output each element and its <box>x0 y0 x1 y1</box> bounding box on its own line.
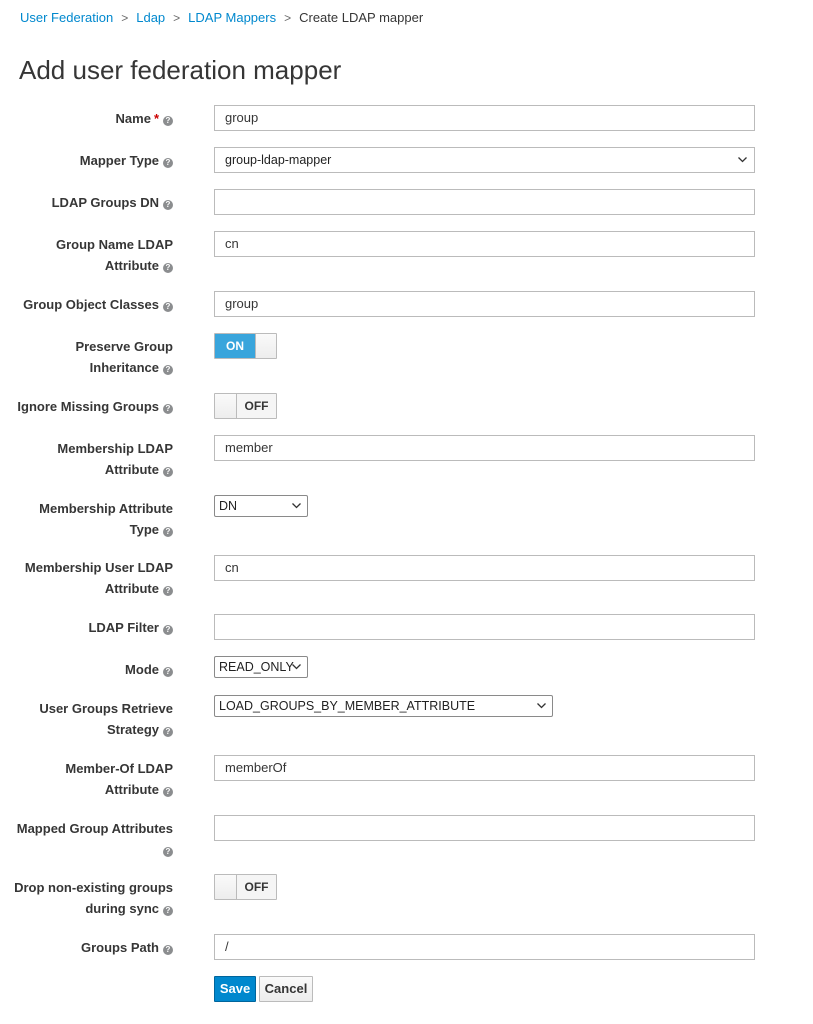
user-groups-retrieve-strategy-label: User Groups Retrieve Strategy ? <box>39 701 173 737</box>
ldap-groups-dn-input[interactable] <box>214 189 755 215</box>
required-mark: * <box>153 111 159 126</box>
ldap-groups-dn-label: LDAP Groups DN ? <box>52 192 173 213</box>
chevron-down-icon <box>291 661 302 672</box>
mapped-group-attributes-input[interactable] <box>214 815 755 841</box>
preserve-group-inheritance-toggle[interactable] <box>214 333 277 359</box>
membership-ldap-attribute-input[interactable]: member <box>214 435 755 461</box>
chevron-down-icon <box>737 154 748 165</box>
mapper-type-label: Mapper Type ? <box>80 150 173 171</box>
ldap-filter-label: LDAP Filter ? <box>88 617 173 638</box>
help-icon[interactable]: ? <box>163 302 173 312</box>
help-icon[interactable]: ? <box>163 116 173 126</box>
help-icon[interactable]: ? <box>163 625 173 635</box>
drop-non-existing-groups-toggle[interactable] <box>214 874 277 900</box>
mode-select[interactable] <box>214 656 308 678</box>
help-icon[interactable]: ? <box>163 263 173 273</box>
page-title: Add user federation mapper <box>19 55 342 85</box>
mapped-group-attributes-label: Mapped Group Attributes ? <box>16 821 173 856</box>
drop-non-existing-groups-label: Drop non-existing groups during sync ? <box>14 880 173 916</box>
breadcrumb-ldap-mappers[interactable]: LDAP Mappers <box>188 10 277 25</box>
ldap-filter-input[interactable] <box>214 614 755 640</box>
breadcrumb-separator-icon: > <box>173 11 181 25</box>
group-object-classes-input[interactable]: group <box>214 291 755 317</box>
toggle-state: OFF <box>237 875 276 899</box>
save-button[interactable]: Save <box>214 976 256 1002</box>
mode-value: READ_ONLY <box>219 660 294 674</box>
help-icon[interactable]: ? <box>163 847 173 857</box>
groups-path-label: Groups Path ? <box>81 937 173 958</box>
mode-label: Mode ? <box>125 659 173 680</box>
membership-attribute-type-value: DN <box>219 499 238 513</box>
chevron-down-icon <box>291 500 302 511</box>
help-icon[interactable]: ? <box>163 787 173 797</box>
name-label: Name * ? <box>116 108 173 129</box>
toggle-knob <box>215 875 237 899</box>
member-of-ldap-attribute-label: Member-Of LDAP Attribute ? <box>65 761 173 797</box>
help-icon[interactable]: ? <box>163 586 173 596</box>
help-icon[interactable]: ? <box>163 945 173 955</box>
help-icon[interactable]: ? <box>163 200 173 210</box>
breadcrumb <box>20 10 423 25</box>
chevron-down-icon <box>536 700 547 711</box>
help-icon[interactable]: ? <box>163 667 173 677</box>
help-icon[interactable]: ? <box>163 404 173 414</box>
membership-attribute-type-label: Membership Attribute Type ? <box>39 501 173 537</box>
membership-attribute-type-select[interactable] <box>214 495 308 517</box>
mapper-type-select[interactable] <box>214 147 755 173</box>
user-groups-retrieve-strategy-value: LOAD_GROUPS_BY_MEMBER_ATTRIBUTE <box>219 699 476 713</box>
help-icon[interactable]: ? <box>163 365 173 375</box>
help-icon[interactable]: ? <box>163 158 173 168</box>
help-icon[interactable]: ? <box>163 527 173 537</box>
breadcrumb-separator-icon: > <box>284 11 292 25</box>
user-groups-retrieve-strategy-select[interactable] <box>214 695 553 717</box>
breadcrumb-current: Create LDAP mapper <box>299 10 424 25</box>
group-name-ldap-attribute-label: Group Name LDAP Attribute ? <box>55 237 173 273</box>
toggle-knob <box>255 334 276 358</box>
group-name-ldap-attribute-input[interactable]: cn <box>214 231 755 257</box>
toggle-state: OFF <box>237 394 276 418</box>
ignore-missing-groups-toggle[interactable] <box>214 393 277 419</box>
breadcrumb-ldap[interactable]: Ldap <box>136 10 166 25</box>
ignore-missing-groups-label: Ignore Missing Groups ? <box>17 396 173 417</box>
toggle-knob <box>215 394 237 418</box>
help-icon[interactable]: ? <box>163 906 173 916</box>
breadcrumb-separator-icon: > <box>121 11 129 25</box>
help-icon[interactable]: ? <box>163 727 173 737</box>
toggle-state: ON <box>215 334 255 358</box>
membership-ldap-attribute-label: Membership LDAP Attribute ? <box>57 441 173 477</box>
mapper-type-value: group-ldap-mapper <box>225 153 332 167</box>
preserve-group-inheritance-label: Preserve Group Inheritance ? <box>75 339 173 375</box>
membership-user-ldap-attribute-input[interactable]: cn <box>214 555 755 581</box>
help-icon[interactable]: ? <box>163 467 173 477</box>
breadcrumb-user-federation[interactable]: User Federation <box>20 10 114 25</box>
member-of-ldap-attribute-input[interactable]: memberOf <box>214 755 755 781</box>
membership-user-ldap-attribute-label: Membership User LDAP Attribute ? <box>24 560 173 596</box>
group-object-classes-label: Group Object Classes ? <box>23 294 173 315</box>
name-input[interactable]: group <box>214 105 755 131</box>
cancel-button[interactable]: Cancel <box>259 976 313 1002</box>
groups-path-input[interactable]: / <box>214 934 755 960</box>
